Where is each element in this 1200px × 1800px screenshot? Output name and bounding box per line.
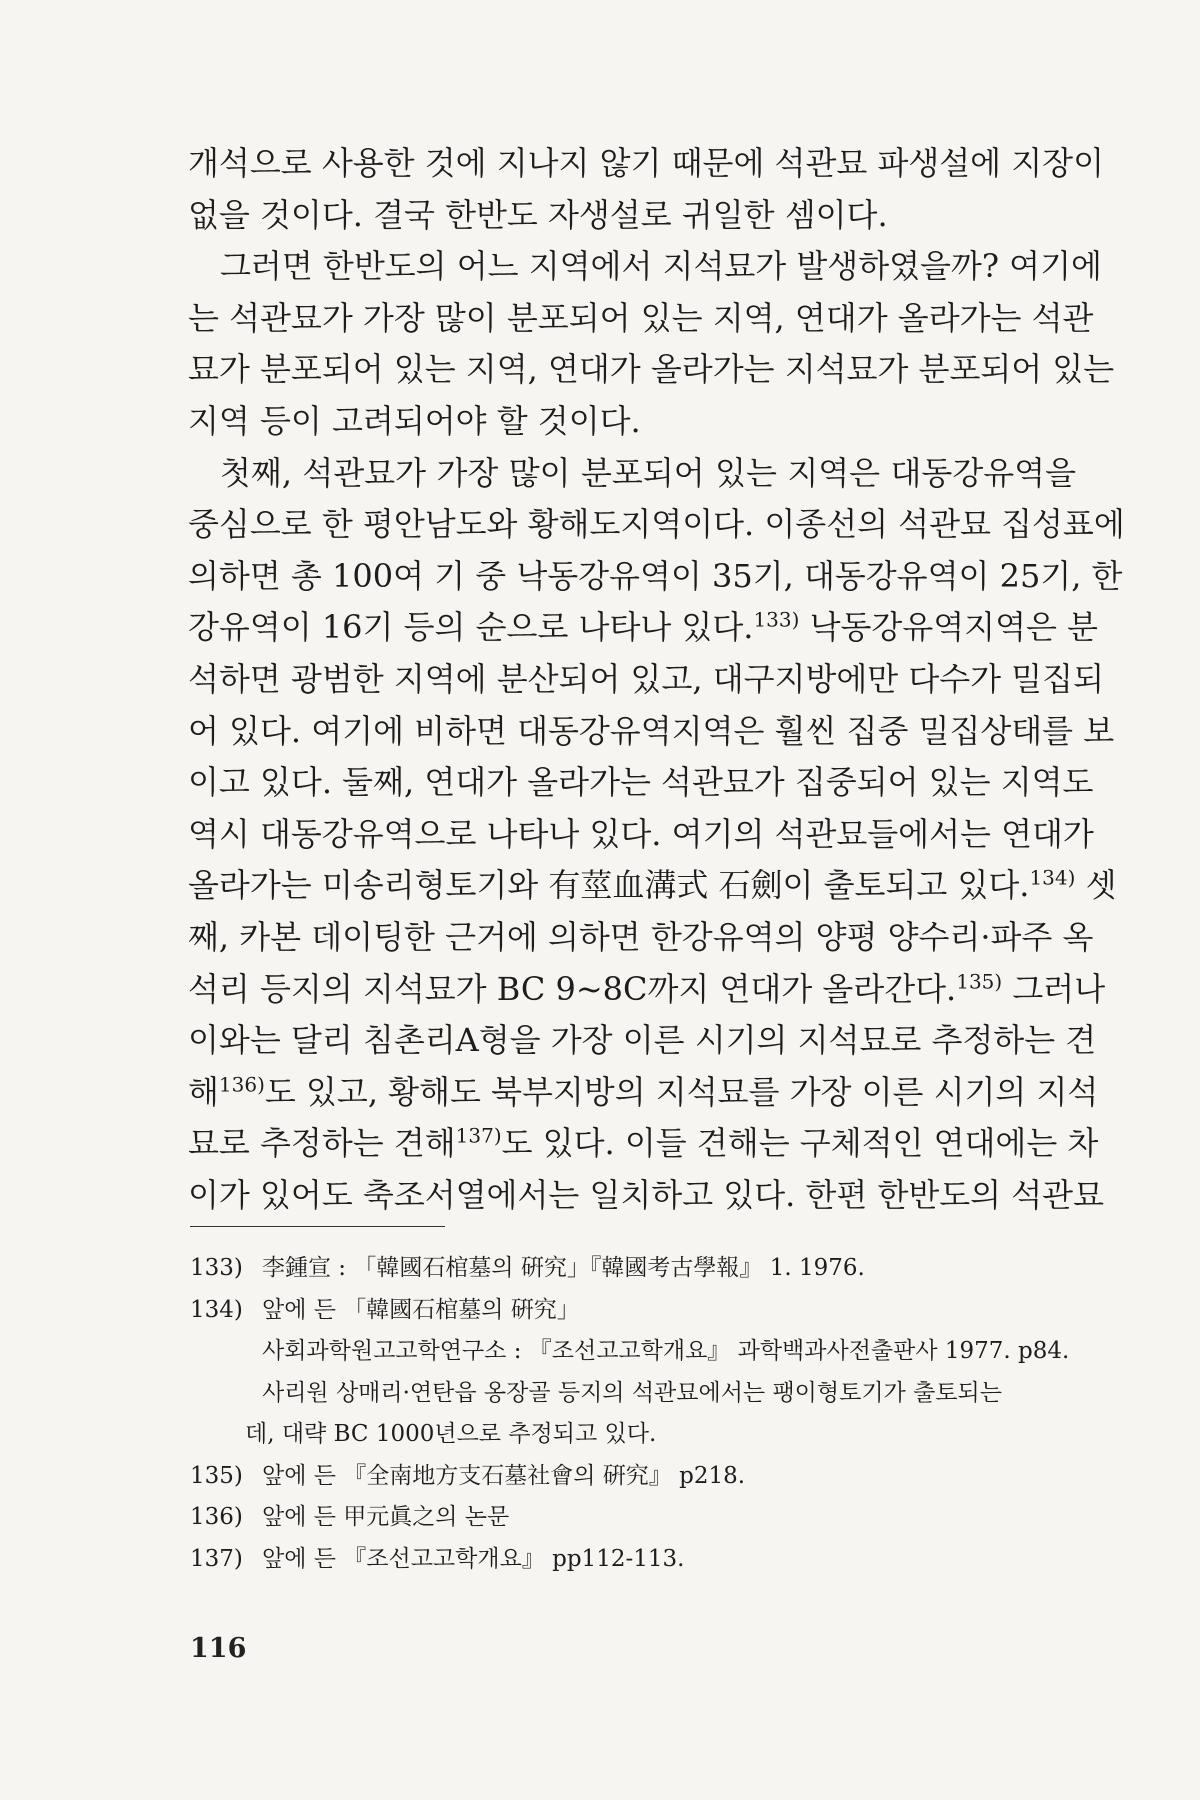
text-line: 개석으로 사용한 것에 지나지 않기 때문에 석관묘 파생설에 지장이: [188, 144, 1105, 182]
text-line: [188, 964, 1106, 1016]
footnote-text: 앞에 든 「韓國石棺墓의 硏究」: [262, 1296, 580, 1323]
text-line: 이고 있다. 둘째, 연대가 올라가는 석관묘가 집중되어 있는 지역도: [188, 763, 1094, 802]
footnote-137: [190, 1539, 1080, 1581]
footnote-text: 사회과학원고고학연구소 : 『조선고고학개요』 과학백과사전출판사 1977. p84.: [262, 1338, 1070, 1364]
footnote-text: 앞에 든 『全南地方支石墓社會의 硏究』 p218.: [262, 1462, 746, 1489]
text-line: 첫째, 석관묘가 가장 많이 분포되어 있는 지역은 대동강유역을: [220, 453, 1076, 492]
page-number: 116: [190, 1633, 247, 1664]
footnote-number: 136): [190, 1504, 243, 1530]
text-segment: 도 있고, 황해도 북부지방의 지석묘를 가장 이른 시기의 지석: [264, 1072, 1099, 1111]
footnote-136: [190, 1497, 1080, 1539]
footnote-divider: [190, 1226, 445, 1227]
text-line: 그러면 한반도의 어느 지역에서 지석묘가 발생하였을까? 여기에: [220, 247, 1102, 286]
footnote-number: 135): [190, 1462, 243, 1489]
text-segment: 해: [188, 1072, 219, 1111]
footnote-ref-137[interactable]: 137): [455, 1123, 502, 1148]
text-segment: 강유역이 16기 등의 순으로 나타나 있다.: [188, 608, 754, 647]
text-line: 째, 카본 데이팅한 근거에 의하면 한강유역의 양평 양수리·파주 옥: [188, 917, 1094, 956]
footnote-ref-133[interactable]: 133): [753, 607, 800, 632]
text-segment: 올라가는 미송리형토기와 有莖血溝式 石劍이 출토되고 있다.: [188, 866, 1030, 905]
text-line: 어 있다. 여기에 비하면 대동강유역지역은 훨씬 집중 밀집상태를 보: [188, 711, 1115, 750]
paragraph-1: [188, 138, 1105, 241]
footnotes: [190, 1248, 1080, 1580]
text-line: 중심으로 한 평안남도와 황해도지역이다. 이종선의 석관묘 집성표에: [188, 505, 1125, 544]
footnote-134-continued: [190, 1414, 1080, 1456]
footnote-ref-134[interactable]: 134): [1029, 865, 1076, 890]
footnote-number: 137): [190, 1545, 243, 1572]
text-line: [188, 860, 1117, 912]
footnote-133: [190, 1248, 1080, 1290]
footnote-135: [190, 1456, 1080, 1498]
paragraph-2: [188, 241, 1115, 447]
text-line: 는 석관묘가 가장 많이 분포되어 있는 지역, 연대가 올라가는 석관: [188, 298, 1094, 337]
footnote-ref-135[interactable]: 135): [956, 968, 1003, 993]
text-line: 석하면 광범한 지역에 분산되어 있고, 대구지방에만 다수가 밀집되: [188, 659, 1105, 698]
footnote-134: [190, 1290, 1080, 1332]
text-line: [188, 1118, 1099, 1170]
text-segment: 도 있다. 이들 견해는 구체적인 연대에는 차: [501, 1124, 1099, 1163]
text-line: 묘가 분포되어 있는 지역, 연대가 올라가는 지석묘가 분포되어 있는: [188, 350, 1115, 389]
text-line: 의하면 총 100여 기 중 낙동강유역이 35기, 대동강유역이 25기, 한: [188, 556, 1123, 595]
text-segment: 셋: [1075, 866, 1117, 905]
text-line: [188, 602, 1098, 654]
footnote-text: 사리원 상매리·연탄읍 옹장골 등지의 석관묘에서는 팽이형토기가 출토되는: [262, 1379, 1002, 1406]
footnote-ref-136[interactable]: 136): [218, 1072, 265, 1097]
text-line: 역시 대동강유역으로 나타나 있다. 여기의 석관묘들에서는 연대가: [188, 814, 1094, 853]
text-line: 지역 등이 고려되어야 할 것이다.: [188, 401, 641, 440]
text-segment: 낙동강유역지역은 분: [799, 608, 1098, 647]
footnote-number: 134): [190, 1296, 243, 1323]
footnote-134-continued: [190, 1331, 1080, 1373]
footnote-number: 133): [190, 1255, 243, 1281]
footnote-134-continued: [190, 1373, 1080, 1415]
text-segment: 묘로 추정하는 견해: [188, 1124, 456, 1163]
paragraph-3: [188, 448, 1125, 1222]
text-segment: 그러나: [1002, 969, 1106, 1008]
footnote-text: 앞에 든 『조선고고학개요』 pp112-113.: [262, 1545, 685, 1572]
text-line: 이가 있어도 축조서열에서는 일치하고 있다. 한편 한반도의 석관묘: [188, 1175, 1105, 1214]
footnote-text: 李鍾宣 : 「韓國石棺墓의 硏究」『韓國考古學報』 1. 1976.: [262, 1255, 865, 1281]
body-text: [188, 138, 1125, 1221]
footnote-text: 앞에 든 甲元眞之의 논문: [262, 1504, 510, 1530]
text-line: [188, 1067, 1099, 1119]
footnote-text: 데, 대략 BC 1000년으로 추정되고 있다.: [245, 1421, 657, 1447]
text-segment: 석리 등지의 지석묘가 BC 9~8C까지 연대가 올라간다.: [188, 969, 957, 1008]
text-line: 없을 것이다. 결국 한반도 자생설로 귀일한 셈이다.: [188, 195, 888, 234]
text-line: 이와는 달리 침촌리A형을 가장 이른 시기의 지석묘로 추정하는 견: [188, 1021, 1097, 1060]
